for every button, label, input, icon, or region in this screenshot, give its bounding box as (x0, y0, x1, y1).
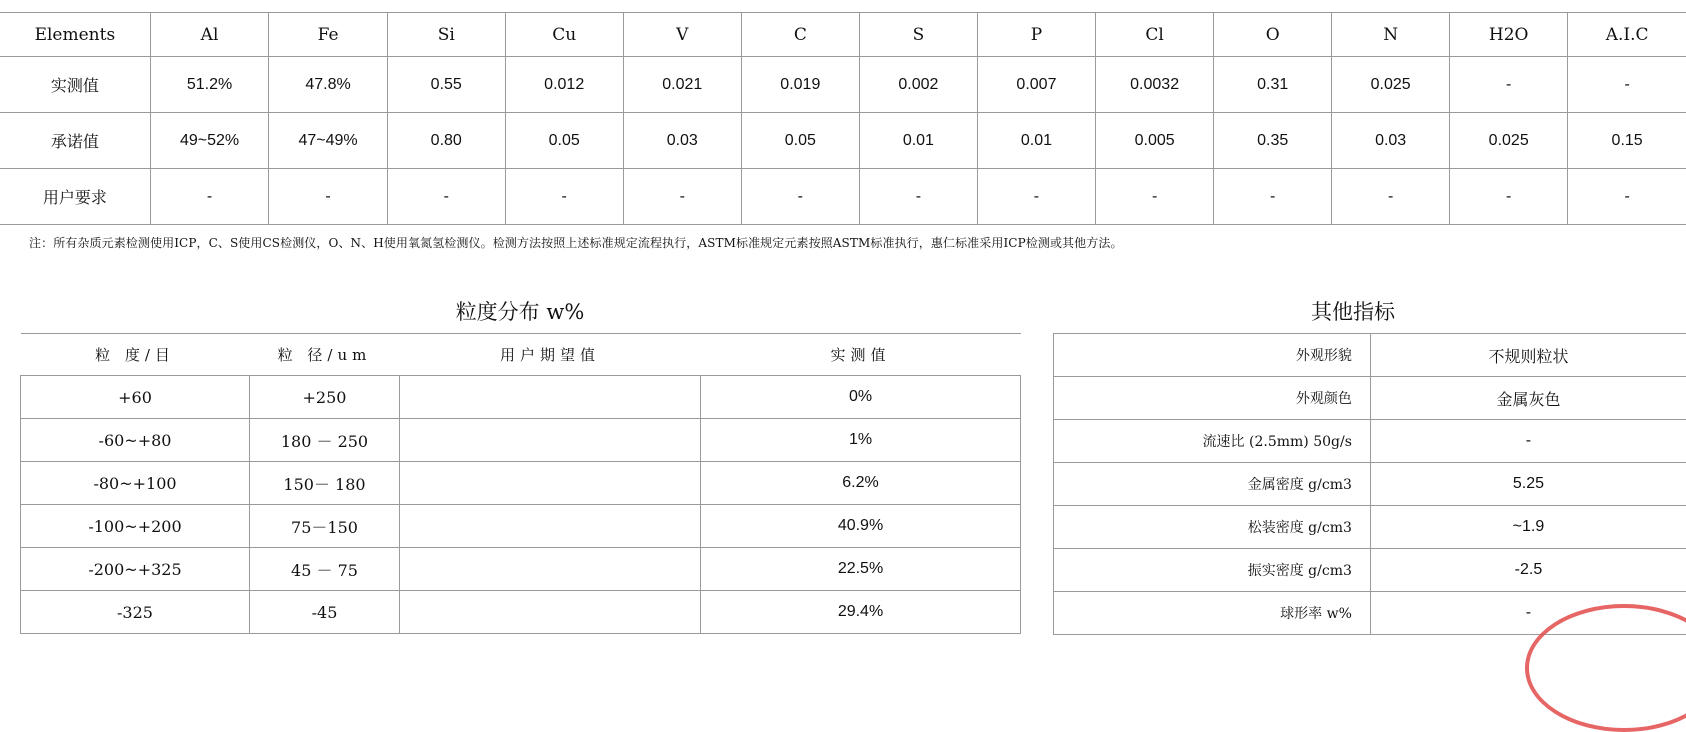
row-label: 实测值 (0, 57, 150, 113)
particle-size-title: 粒度分布 w% (20, 296, 1020, 326)
elements-table (0, 12, 1686, 225)
element-value-cell: 0.01 (859, 113, 977, 169)
table-row (21, 505, 1021, 548)
indicator-value: ~1.9 (1370, 506, 1686, 549)
other-indicators-table (1053, 333, 1686, 635)
indicator-label: 松装密度 g/cm3 (1054, 506, 1371, 549)
particle-size-cell: -45 (250, 591, 400, 634)
table-row (0, 113, 1686, 169)
element-value-cell: 47~49% (269, 113, 388, 169)
particle-size-cell: 1% (701, 419, 1021, 462)
table-row (0, 57, 1686, 113)
other-indicators-title: 其他指标 (1053, 296, 1653, 326)
table-row (0, 169, 1686, 225)
particle-size-header-cell: 粒 度/目 (21, 334, 250, 376)
indicator-label: 外观颜色 (1054, 377, 1371, 420)
particle-size-cell: 40.9% (701, 505, 1021, 548)
element-value-cell: - (269, 169, 388, 225)
element-value-cell: - (387, 169, 505, 225)
particle-size-cell: +250 (250, 376, 400, 419)
element-header-cell: Cu (505, 13, 623, 57)
table-row (21, 548, 1021, 591)
element-value-cell: 0.80 (387, 113, 505, 169)
indicator-label: 流速比 (2.5mm) 50g/s (1054, 420, 1371, 463)
table-row (21, 462, 1021, 505)
element-value-cell: 0.03 (1332, 113, 1450, 169)
particle-size-cell (400, 419, 701, 462)
element-value-cell: - (1568, 57, 1686, 113)
table-row (1054, 549, 1686, 592)
element-header-cell: Cl (1095, 13, 1213, 57)
element-value-cell: - (1214, 169, 1332, 225)
indicator-value: 5.25 (1370, 463, 1686, 506)
indicator-label: 金属密度 g/cm3 (1054, 463, 1371, 506)
table-row (1054, 506, 1686, 549)
table-row (21, 376, 1021, 419)
particle-size-cell: +60 (21, 376, 250, 419)
particle-size-cell (400, 376, 701, 419)
particle-size-cell: 6.2% (701, 462, 1021, 505)
element-value-cell: 0.03 (623, 113, 741, 169)
indicator-label: 外观形貌 (1054, 334, 1371, 377)
element-value-cell: - (1332, 169, 1450, 225)
particle-size-cell: 150－ 180 (250, 462, 400, 505)
element-header-cell: H2O (1450, 13, 1568, 57)
element-value-cell: - (1095, 169, 1213, 225)
element-value-cell: - (1450, 57, 1568, 113)
particle-size-cell (400, 462, 701, 505)
element-value-cell: 0.002 (859, 57, 977, 113)
particle-size-cell: -100~+200 (21, 505, 250, 548)
particle-size-cell: -60~+80 (21, 419, 250, 462)
table-row (1054, 334, 1686, 377)
indicator-value: 金属灰色 (1370, 377, 1686, 420)
particle-size-cell: 0% (701, 376, 1021, 419)
element-value-cell: 0.025 (1332, 57, 1450, 113)
element-value-cell: - (505, 169, 623, 225)
element-header-cell: Elements (0, 13, 150, 57)
element-value-cell: - (1450, 169, 1568, 225)
element-value-cell: 0.021 (623, 57, 741, 113)
element-value-cell: 0.55 (387, 57, 505, 113)
particle-size-cell (400, 505, 701, 548)
element-value-cell: 0.007 (977, 57, 1095, 113)
element-value-cell: 0.019 (741, 57, 859, 113)
table-row (1054, 377, 1686, 420)
element-value-cell: - (741, 169, 859, 225)
element-value-cell: 49~52% (150, 113, 269, 169)
indicator-value: -2.5 (1370, 549, 1686, 592)
indicator-label: 球形率 w% (1054, 592, 1371, 635)
particle-size-cell (400, 591, 701, 634)
element-value-cell: 47.8% (269, 57, 388, 113)
element-value-cell: 0.025 (1450, 113, 1568, 169)
table-row (1054, 420, 1686, 463)
table-row (1054, 463, 1686, 506)
element-value-cell: 0.005 (1095, 113, 1213, 169)
particle-size-header-cell: 粒 径/um (250, 334, 400, 376)
element-value-cell: - (1568, 169, 1686, 225)
particle-size-header-row (21, 334, 1021, 376)
particle-size-cell (400, 548, 701, 591)
element-header-cell: S (859, 13, 977, 57)
element-value-cell: - (150, 169, 269, 225)
particle-size-cell: -325 (21, 591, 250, 634)
element-value-cell: 0.05 (505, 113, 623, 169)
element-value-cell: 0.0032 (1095, 57, 1213, 113)
element-value-cell: - (859, 169, 977, 225)
indicator-value: - (1370, 420, 1686, 463)
particle-size-header-cell: 用户期望值 (400, 334, 701, 376)
row-label: 用户要求 (0, 169, 150, 225)
element-value-cell: - (977, 169, 1095, 225)
particle-size-cell: 45 － 75 (250, 548, 400, 591)
element-header-cell: A.I.C (1568, 13, 1686, 57)
element-header-cell: N (1332, 13, 1450, 57)
element-value-cell: 0.05 (741, 113, 859, 169)
table-row (21, 419, 1021, 462)
element-value-cell: 0.35 (1214, 113, 1332, 169)
particle-size-header-cell: 实测值 (701, 334, 1021, 376)
indicator-label: 振实密度 g/cm3 (1054, 549, 1371, 592)
table-row (21, 591, 1021, 634)
particle-size-cell: -200~+325 (21, 548, 250, 591)
particle-size-cell: 29.4% (701, 591, 1021, 634)
element-value-cell: 0.31 (1214, 57, 1332, 113)
element-header-cell: Si (387, 13, 505, 57)
elements-header-row (0, 13, 1686, 57)
element-header-cell: O (1214, 13, 1332, 57)
row-label: 承诺值 (0, 113, 150, 169)
particle-size-cell: 180 － 250 (250, 419, 400, 462)
element-header-cell: P (977, 13, 1095, 57)
element-value-cell: 0.15 (1568, 113, 1686, 169)
element-header-cell: Al (150, 13, 269, 57)
element-header-cell: Fe (269, 13, 388, 57)
particle-size-cell: -80~+100 (21, 462, 250, 505)
test-method-note: 注：所有杂质元素检测使用ICP，C、S使用CS检测仪，O、N、H使用氧氮氢检测仪。检测方法按照上述标准规定流程执行，ASTM标准规定元素按照ASTM标准执行，惠仁标准采用ICP检测或其他方法。 (29, 234, 1123, 251)
indicator-value: 不规则粒状 (1370, 334, 1686, 377)
element-header-cell: C (741, 13, 859, 57)
particle-size-cell: 22.5% (701, 548, 1021, 591)
element-value-cell: 51.2% (150, 57, 269, 113)
element-value-cell: - (623, 169, 741, 225)
indicator-value: - (1370, 592, 1686, 635)
particle-size-table (20, 333, 1021, 634)
particle-size-cell: 75－150 (250, 505, 400, 548)
element-header-cell: V (623, 13, 741, 57)
element-value-cell: 0.01 (977, 113, 1095, 169)
element-value-cell: 0.012 (505, 57, 623, 113)
